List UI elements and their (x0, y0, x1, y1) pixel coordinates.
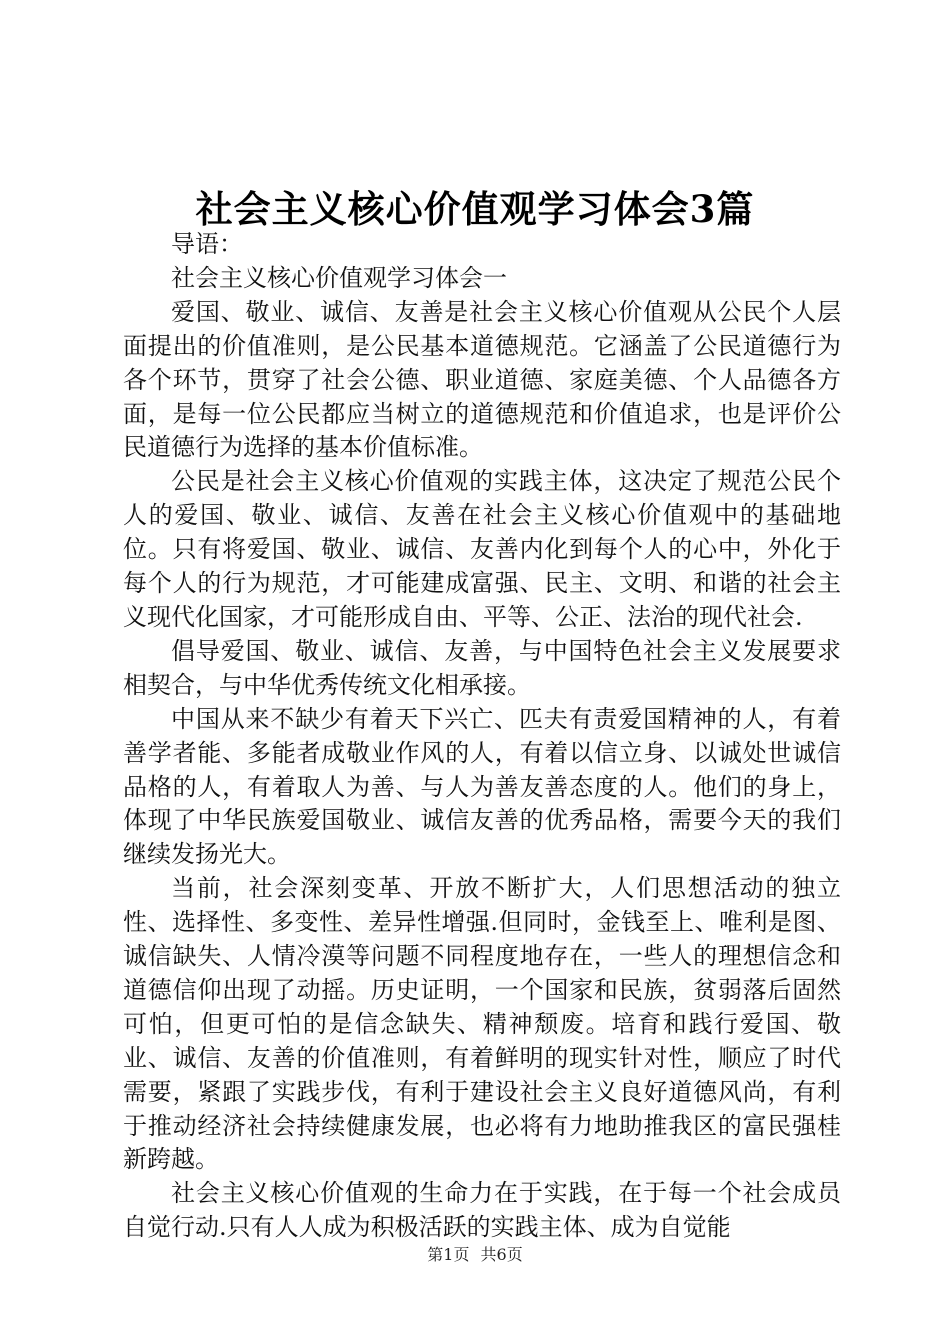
paragraph: 爱国、敬业、诚信、友善是社会主义核心价值观从公民个人层面提出的价值准则，是公民基本道德规范。它涵盖了公民道德行为各个环节，贯穿了社会公德、职业道德、家庭美德、个人品德各方面，是每一位公民都应当树立的道德规范和价值追求，也是评价公民道德行为选择的基本价值标准。 (123, 297, 841, 462)
page-number: 第1页 (427, 1245, 470, 1264)
document-title: 社会主义核心价值观学习体会3篇 (195, 187, 755, 231)
paragraph-section-heading: 社会主义核心价值观学习体会一 (171, 263, 507, 292)
paragraph: 当前，社会深刻变革、开放不断扩大，人们思想活动的独立性、选择性、多变性、差异性增强.但同时，金钱至上、唯利是图、诚信缺失、人情冷漠等问题不同程度地存在，一些人的理想信念和道德信仰出现了动摇。历史证明，一个国家和民族，贫弱落后固然可怕，但更可怕的是信念缺失、精神颓废。培育和践行爱国、敬业、诚信、友善的价值准则，有着鲜明的现实针对性，顺应了时代需要，紧跟了实践步伐，有利于建设社会主义良好道德风尚，有利于推动经济社会持续健康发展，也必将有力地助推我区的富民强桂新跨越。 (123, 874, 841, 1174)
paragraph: 中国从来不缺少有着天下兴亡、匹夫有责爱国精神的人，有着善学者能、多能者成敬业作风的人，有着以信立身、以诚处世诚信品格的人，有着取人为善、与人为善友善态度的人。他们的身上，体现了中华民族爱国敬业、诚信友善的优秀品格，需要今天的我们继续发扬光大。 (123, 704, 841, 869)
paragraph-intro-label: 导语： (171, 230, 243, 258)
paragraph: 社会主义核心价值观的生命力在于实践，在于每一个社会成员自觉行动.只有人人成为积极活跃的实践主体、成为自觉能 (123, 1179, 841, 1242)
document-body (123, 228, 841, 1245)
page-footer (0, 1242, 950, 1265)
paragraph: 倡导爱国、敬业、诚信、友善，与中国特色社会主义发展要求相契合，与中华优秀传统文化相承接。 (123, 636, 841, 699)
page-total: 共6页 (480, 1245, 523, 1264)
paragraph: 公民是社会主义核心价值观的实践主体，这决定了规范公民个人的爱国、敬业、诚信、友善在社会主义核心价值观中的基础地位。只有将爱国、敬业、诚信、友善内化到每个人的心中，外化于每个人的行为规范，才可能建成富强、民主、文明、和谐的社会主义现代化国家，才可能形成自由、平等、公正、法治的现代社会. (123, 467, 841, 631)
